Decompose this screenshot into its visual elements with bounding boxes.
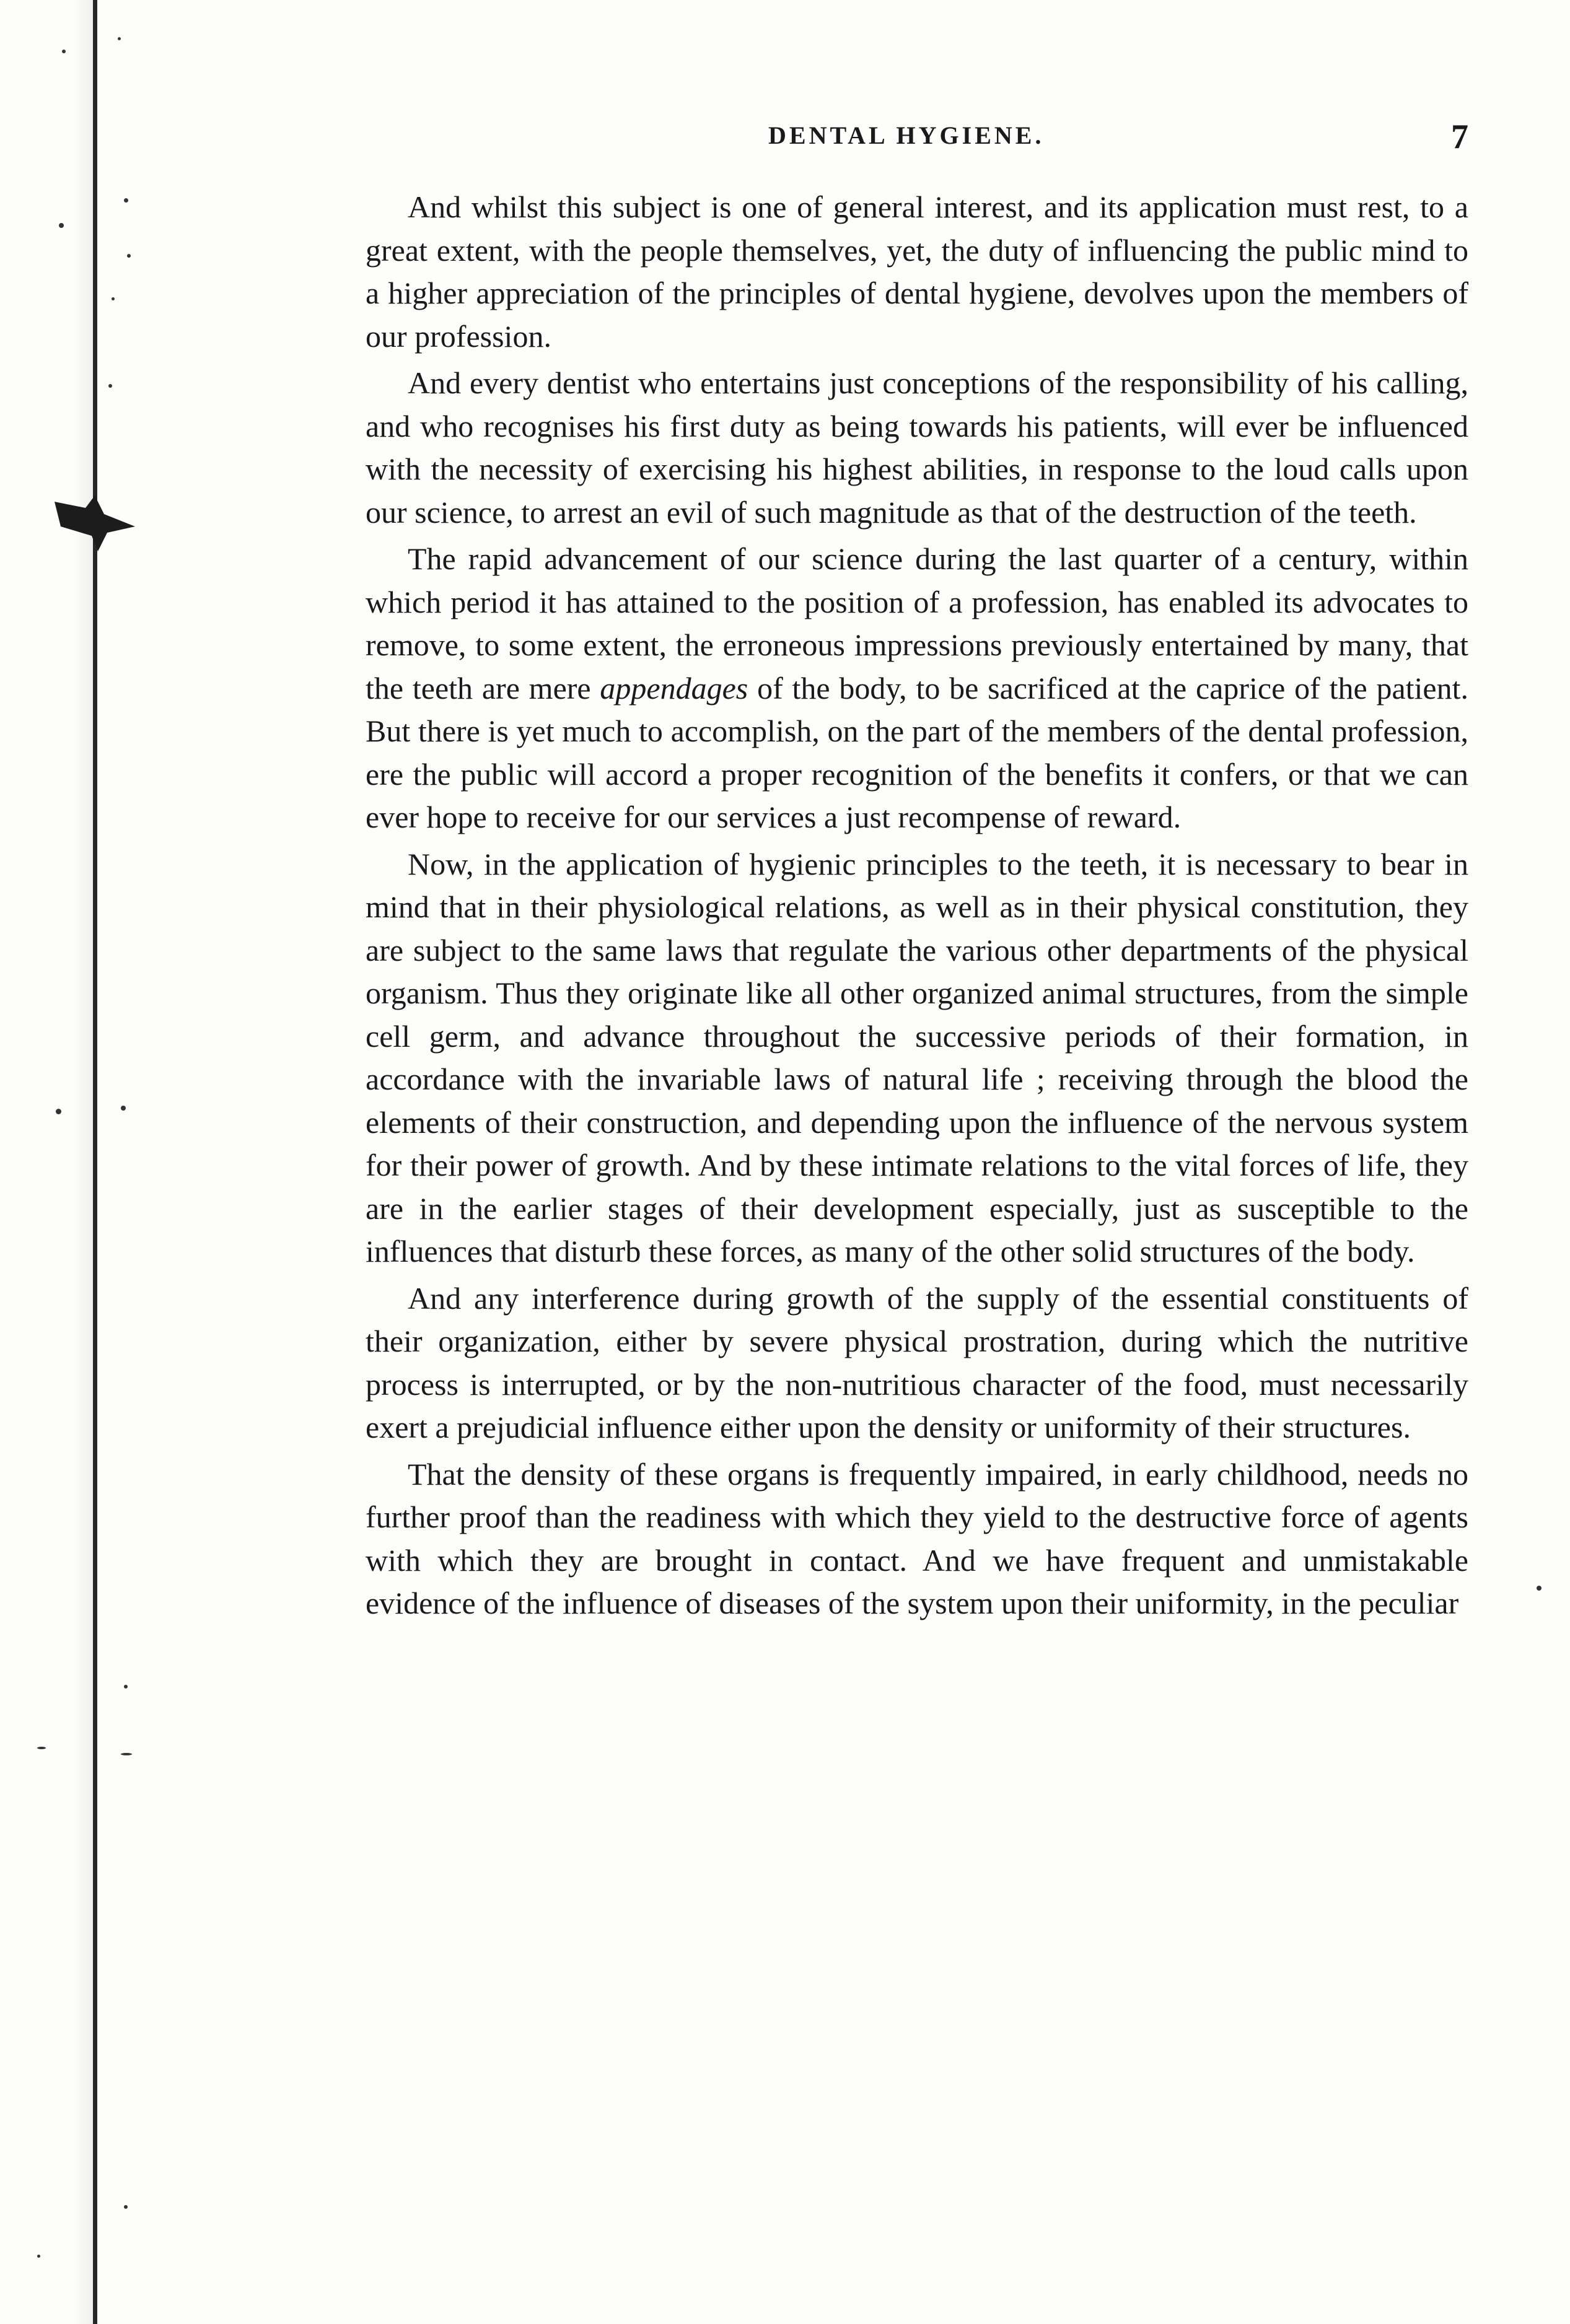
scan-speck bbox=[118, 37, 121, 40]
scan-speck bbox=[124, 198, 128, 203]
paragraph-text: That the density of these organs is frequently impaired, in early childhood, needs no further proof than the readiness with which they yield to the destructive force of agents with which they are brought in contact. And we have frequent and unmistakable evidence of the influence of diseases of the system upon their uniformity, in the peculiar bbox=[366, 1456, 1468, 1620]
page-header bbox=[366, 118, 1468, 164]
body-text bbox=[366, 186, 1468, 1629]
ink-blot bbox=[48, 489, 141, 557]
scan-speck bbox=[124, 2205, 128, 2209]
page-number: 7 bbox=[1451, 118, 1468, 156]
scan-speck bbox=[1537, 1586, 1541, 1591]
paragraph-text: of the body, to be sacrificed at the caprice of the patient. But there is yet much to accomplish, on the part of the members of the dental profession, ere the public will accord a proper recognition of the benefits it confers, or that we can ever hope to receive for our services a just recompense of reward. bbox=[366, 670, 1469, 834]
binding-shadow bbox=[74, 0, 93, 2324]
paragraph bbox=[366, 362, 1468, 534]
paragraph bbox=[366, 843, 1468, 1273]
scan-speck bbox=[62, 50, 66, 53]
scan-speck bbox=[127, 254, 131, 258]
scan-speck bbox=[121, 1106, 126, 1111]
binding-edge bbox=[93, 0, 97, 2324]
paragraph bbox=[366, 186, 1468, 358]
paragraph bbox=[366, 1453, 1468, 1625]
scan-speck bbox=[112, 297, 115, 300]
scan-speck bbox=[37, 2255, 40, 2258]
italic-term: appendages bbox=[600, 670, 748, 706]
scan-speck bbox=[108, 384, 112, 388]
scan-speck bbox=[59, 223, 64, 228]
running-head: DENTAL HYGIENE. bbox=[768, 121, 1045, 149]
scan-speck bbox=[121, 1753, 132, 1755]
paragraph-text: And every dentist who entertains just conceptions of the responsibility of his calling, and who recognises his first duty as being towards his patients, will ever be influenced with the necessity of exercising his highest abilities, in response to the loud calls upon our science, to arrest an evil of such magnitude as that of the destruction of the teeth. bbox=[366, 365, 1468, 530]
paragraph bbox=[366, 1277, 1468, 1449]
paragraph-text: And any interference during growth of the supply of the essential constituents of their organization, either by severe physical prostration, during which the nutritive process is interrupted, or by the non-nutritious character of the food, must necessarily exert a prejudicial influence either upon the density or uniformity of their structures. bbox=[366, 1280, 1468, 1444]
paragraph bbox=[366, 538, 1468, 839]
scan-speck bbox=[56, 1109, 61, 1114]
scan-speck bbox=[124, 1685, 128, 1688]
paragraph-text: And whilst this subject is one of general interest, and its application must rest, to a great extent, with the people themselves, yet, the duty of influencing the public mind to a higher appreciation of the principles of dental hygiene, devolves upon the members of our profession. bbox=[366, 190, 1468, 354]
scan-speck bbox=[37, 1747, 46, 1749]
paragraph-text: The rapid advancement of our science during the last quarter of a century, within which period it has attained to the position of a profession, has enabled its advocates to remove, to some extent, the erroneous impressions previously entertained by many, that the teeth are mere bbox=[366, 541, 1468, 706]
paragraph-text: Now, in the application of hygienic principles to the teeth, it is necessary to bear in mind that in their physiological relations, as well as in their physical constitution, they are subject to the same laws that regulate the various other departments of the physical organism. Thus they originate like all other organized animal structures, from the simple cell germ, and advance throughout the successive periods of their formation, in accordance with the invariable laws of natural life ; receiving through the blood the elements of their construction, and depending upon the influence of the nervous system for their power of growth. And by these intimate relations to the vital forces of life, they are in the earlier stages of their development especially, just as susceptible to the influences that disturb these forces, as many of the other solid structures of the body. bbox=[366, 846, 1468, 1269]
